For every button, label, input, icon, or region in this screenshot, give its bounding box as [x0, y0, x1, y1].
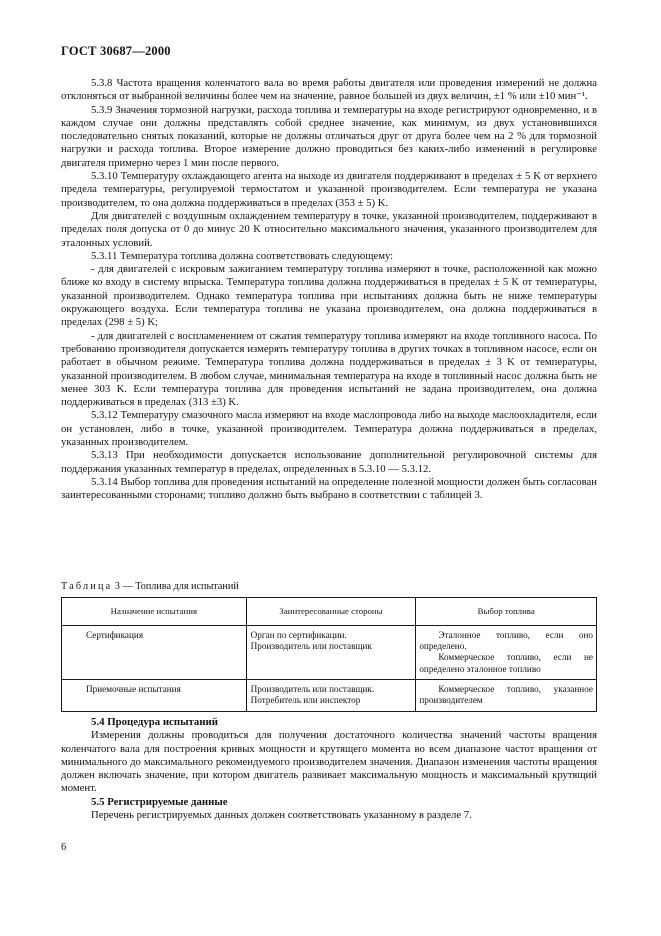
document-lower-section: [61, 716, 597, 822]
table-caption-text: 3 — Топлива для испытаний: [114, 581, 239, 592]
party-line: Производитель или поставщик.: [250, 683, 375, 694]
paragraph-5-3-14: 5.3.14 Выбор топлива для проведения испытаний на определение полезной мощности должен быть согласован заинтересованными сторонами; топливо должно быть выбрано в соответствии с таблицей 3.: [61, 475, 597, 502]
table-caption: [61, 581, 239, 592]
table-cell-purpose: Сертификация: [62, 626, 247, 680]
section-5-5-text: Перечень регистрируемых данных должен соответствовать указанному в разделе 7.: [91, 809, 472, 822]
table-header-parties: Заинтересованные стороны: [246, 598, 416, 626]
party-line: Производитель или поставщик: [250, 641, 372, 652]
fuel-line: Коммерческое топливо, если не определено эталонное топливо: [419, 652, 593, 674]
table-cell-parties: [246, 679, 416, 711]
table-row: [62, 626, 597, 680]
table-header-purpose: Назначение испытания: [62, 598, 247, 626]
paragraph-5-3-8: 5.3.8 Частота вращения коленчатого вала во время работы двигателя или проведения измерений не должна отклоняться от выбранной величины более чем на значение, равное большей из двух величин, ±1 % или ±10 мин⁻¹.: [61, 77, 597, 103]
paragraph-5-3-9: 5.3.9 Значения тормозной нагрузки, расхода топлива и температуры на входе регистрируют одновременно, и в каждом случае они должны представлять собой среднее значение, как минимум, из двух установившихся последовательно снятых показаний, которые не должны отличаться друг от друга более чем на 2 % для тормозной нагрузки и расхода топлива. Второе измерение должно проводиться без каких-либо изменений в регулировке двигателя примерно через 1 мин после первого.: [61, 103, 597, 169]
table-caption-word: Таблица: [61, 581, 113, 592]
table-header-fuel: Выбор топлива: [416, 598, 597, 626]
table-header-row: [62, 598, 597, 626]
paragraph-5-3-10: 5.3.10 Температуру охлаждающего агента на выходе из двигателя поддерживают в пределах ± 5 K от верхнего предела температуры, регулируемой термостатом и указанной производителем. Если температура не указана производителем, то она должна поддерживаться в пределах (353 ± 5) K.: [61, 170, 597, 209]
table-row: [62, 679, 597, 711]
paragraph-air-cooled: Для двигателей с воздушным охлаждением температуру в точке, указанной производителем, поддерживают в пределах поля допуска от 0 до минус 20 K относительно максимального значения, указанного производителем для эталонных условий.: [61, 209, 597, 249]
fuel-table: [61, 597, 597, 712]
table-cell-fuel: [416, 626, 597, 680]
fuel-line: Коммерческое топливо, указанное производителем: [419, 683, 593, 706]
section-5-4-heading: 5.4 Процедура испытаний: [91, 716, 218, 728]
fuel-line: Эталонное топливо, если оно определено.: [419, 630, 593, 652]
table-cell-purpose: Приемочные испытания: [62, 679, 247, 711]
table-cell-parties: [246, 626, 416, 680]
party-line: Орган по сертификации.: [250, 630, 347, 640]
paragraph-spark-ignition: - для двигателей с искровым зажиганием температуру топлива измеряют в точке, расположенной как можно ближе ко входу в систему впрыска. Температура топлива должна поддерживаться в пределах ± 5 K от температуры, указанной производителем. Однако температура топлива при испытаниях должна быть не ниже температуры окружающего воздуха. Если температура топлива не указана производителем, она должна поддерживаться в пределах (298 ± 5) K;: [61, 263, 597, 329]
section-5-5-heading: 5.5 Регистрируемые данные: [91, 795, 228, 808]
page-number: 6: [61, 842, 67, 853]
table-cell-fuel: [416, 679, 597, 711]
party-line: Потребитель или инспектор: [250, 695, 361, 706]
document-header: ГОСТ 30687—2000: [61, 44, 171, 58]
paragraph-5-3-11: 5.3.11 Температура топлива должна соответствовать следующему:: [91, 249, 394, 262]
paragraph-compression-ignition: - для двигателей с воспламенением от сжатия температуру топлива измеряют на входе топливного насоса. По требованию производителя допускается измерять температуру топлива в других точках в топливном насосе, если он работает в обычном режиме. Температура топлива должна поддерживаться в пределах ± 3 K от температуры, указанной производителем. В любом случае, минимальная температура на входе в топливный насос должна быть не менее 303 K. Если температура топлива для проведения испытаний не задана производителем, она должна поддерживаться в пределах (313 ±3) K.: [61, 329, 597, 409]
paragraph-5-3-12: 5.3.12 Температуру смазочного масла измеряют на входе маслопровода либо на выходе маслоохладителя, если он установлен, либо в точке, указанной производителем. Температура должна поддерживаться в пределах, указанных производителем.: [61, 409, 597, 449]
section-5-4-text: Измерения должны проводиться для получения достаточного количества значений частоты вращения коленчатого вала для построения кривых мощности и крутящего момента во всем диапазоне частот вращения от минимального до максимального рекомендуемого производителем значения. Диапазон изменения частоты вращения должен включать значение, при котором двигатель развивает максимальную мощность и максимальный крутящий момент.: [61, 729, 597, 795]
document-body: [61, 77, 597, 503]
paragraph-5-3-13: 5.3.13 При необходимости допускается использование дополнительной регулировочной системы для поддержания указанных температур в пределах, определенных в 5.3.10 — 5.3.12.: [61, 449, 597, 475]
